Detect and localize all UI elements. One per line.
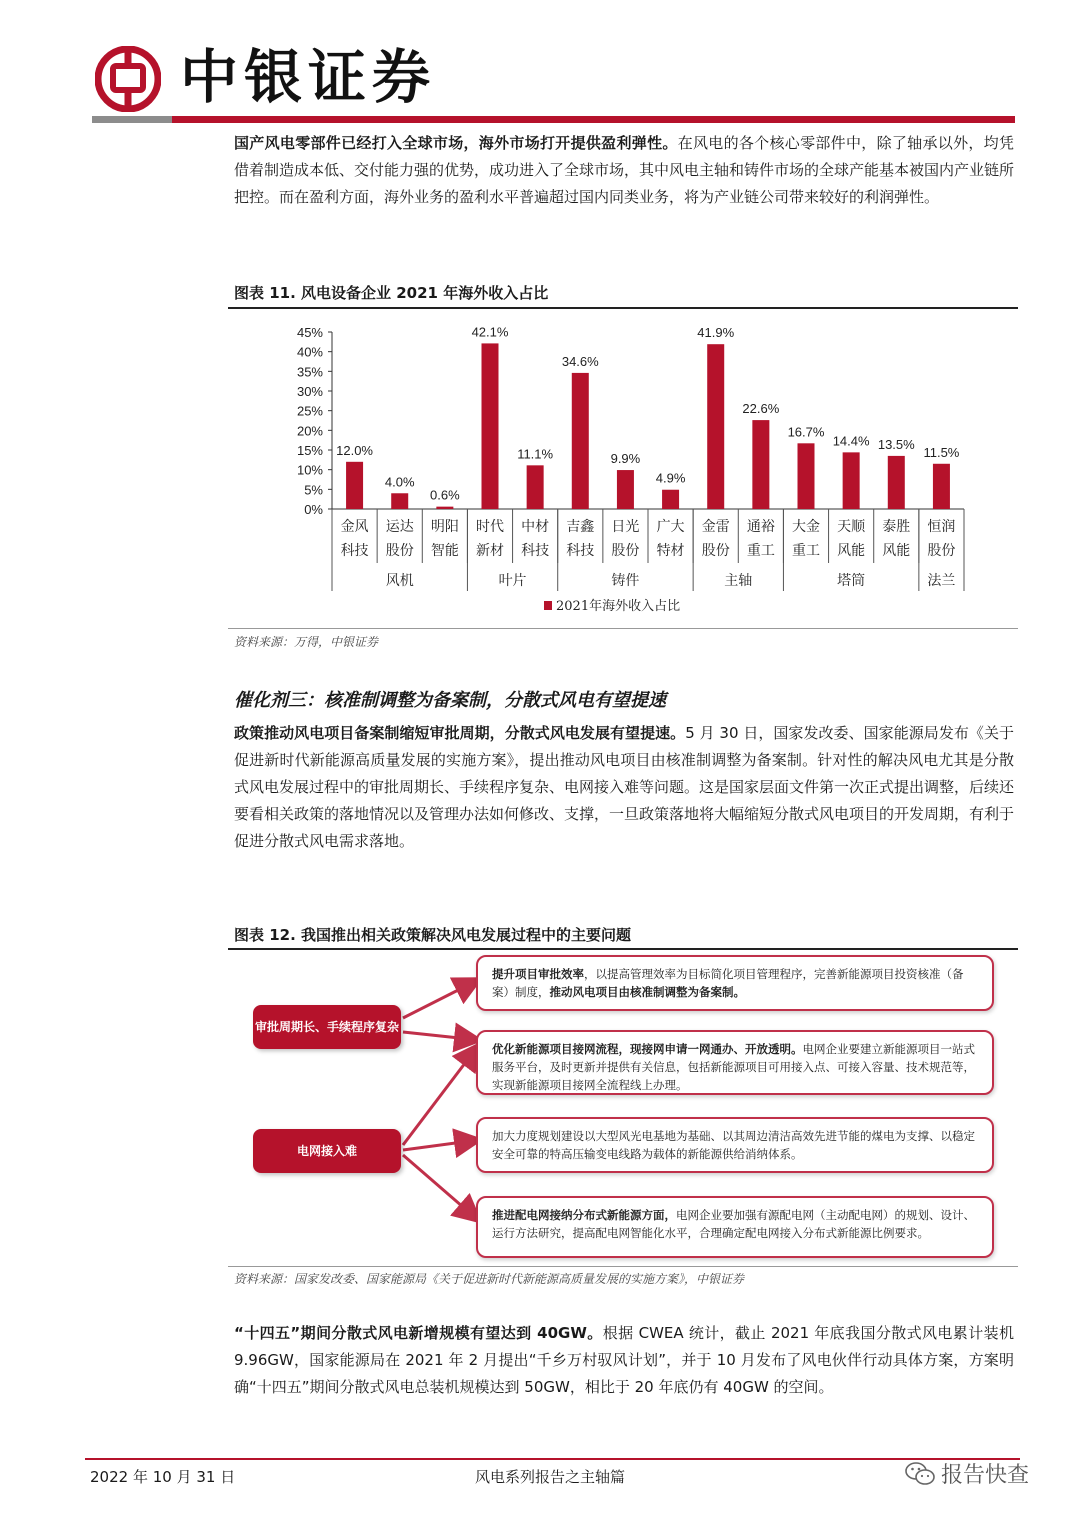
figure-11-title: 图表 11. 风电设备企业 2021 年海外收入占比 <box>234 284 549 302</box>
arrow-2 <box>403 1032 478 1040</box>
y-tick-label: 35% <box>296 364 323 380</box>
figure-11-bottom-rule <box>228 628 1018 629</box>
wechat-icon <box>905 1461 935 1487</box>
bar-value-label: 4.9% <box>655 470 686 486</box>
category-label: 风能 <box>837 543 866 559</box>
bar-5 <box>572 373 589 509</box>
footer-report-title: 风电系列报告之主轴篇 <box>475 1468 626 1486</box>
bar-9 <box>752 420 769 509</box>
bar-8 <box>707 344 724 509</box>
y-tick-label: 40% <box>296 344 323 360</box>
category-label: 股份 <box>611 543 640 559</box>
bar-7 <box>662 490 679 509</box>
cause-box-approval: 审批周期长、手续程序复杂 <box>253 1005 401 1049</box>
y-tick-label: 15% <box>296 443 323 458</box>
category-label: 重工 <box>746 543 775 559</box>
y-tick-label: 45% <box>296 325 323 340</box>
paragraph-overseas <box>234 130 1014 211</box>
brand-name: 中银证券 <box>180 43 437 111</box>
watermark <box>905 1458 1029 1489</box>
bar-2 <box>436 507 453 509</box>
category-label: 时代 <box>476 519 504 535</box>
boc-logo-icon <box>95 46 161 112</box>
group-label: 叶片 <box>498 573 527 589</box>
solution-text: 电网企业要建立新能源项目一站式服务平台，及时更新并提供有关信息，包括新能源项目可用接入点、可接入容量、技术规范等，实现新能源项目接网全流程线上办理。 <box>492 1042 975 1092</box>
bar-6 <box>617 470 634 509</box>
bar-value-label: 41.9% <box>697 325 735 341</box>
group-label: 铸件 <box>611 573 640 589</box>
group-label: 法兰 <box>927 573 956 589</box>
category-label: 大金 <box>792 519 820 535</box>
solution-text: 电网企业要加强有源配电网（主动配电网）的规划、设计、运行方法研究，提高配电网智能化水平，合理确定配电网接入分布式新能源比例要求。 <box>492 1208 975 1240</box>
bar-1 <box>391 493 408 509</box>
bar-11 <box>843 452 860 509</box>
section-heading-catalyst: 催化剂三：核准制调整为备案制，分散式风电有望提速 <box>234 690 666 711</box>
bar-0 <box>346 462 363 509</box>
bar-13 <box>933 464 950 509</box>
figure-11-top-rule <box>228 307 1018 309</box>
category-label: 日光 <box>611 519 640 535</box>
solution-text: 加大力度规划建设以大型风光电基地为基础、以其周边清洁高效先进节能的煤电为支撑、以稳定安全可靠的特高压输变电线路为载体的新能源供给消纳体系。 <box>492 1129 975 1161</box>
category-label: 天顺 <box>837 519 866 535</box>
bar-value-label: 34.6% <box>561 353 599 369</box>
category-label: 运达 <box>385 519 414 535</box>
watermark-text: 报告快查 <box>941 1463 1030 1488</box>
figure-12-bottom-rule <box>228 1266 1018 1267</box>
category-label: 股份 <box>927 543 956 559</box>
category-label: 股份 <box>385 543 414 559</box>
solution-bold: 推动风电项目由核准制调整为备案制。 <box>549 985 745 999</box>
figure-12-title: 图表 12. 我国推出相关政策解决风电发展过程中的主要问题 <box>234 926 632 944</box>
group-label: 塔筒 <box>837 573 866 589</box>
bar-value-label: 16.7% <box>787 424 825 440</box>
arrow-4 <box>403 1140 478 1150</box>
bar-value-label: 42.1% <box>471 324 509 340</box>
figure-11-source: 资料来源：万得，中银证券 <box>234 635 379 649</box>
solution-bold: 提升项目审批效率 <box>492 967 584 981</box>
y-tick-label: 0% <box>304 502 323 517</box>
solution-bold: 推进配电网接纳分布式新能源方面， <box>492 1208 676 1222</box>
bar-value-label: 4.0% <box>384 474 415 490</box>
group-label: 主轴 <box>724 573 753 589</box>
paragraph-lead: 政策推动风电项目备案制缩短审批周期，分散式风电发展有望提速。 <box>234 724 686 742</box>
category-label: 特材 <box>656 543 685 559</box>
paragraph-lead: 国产风电零部件已经打入全球市场，海外市场打开提供盈利弹性。 <box>234 134 678 152</box>
category-label: 吉鑫 <box>566 519 595 535</box>
bar-value-label: 12.0% <box>336 442 374 458</box>
category-label: 股份 <box>701 543 730 559</box>
figure-12-source: 资料来源：国家发改委、国家能源局《关于促进新时代新能源高质量发展的实施方案》，中银证券 <box>234 1272 745 1286</box>
cause-box-grid: 电网接入难 <box>253 1129 401 1173</box>
category-label: 新材 <box>476 543 504 559</box>
y-tick-label: 20% <box>296 423 323 439</box>
category-label: 恒润 <box>927 519 956 535</box>
category-label: 智能 <box>430 543 459 559</box>
arrow-5 <box>403 1155 478 1220</box>
bar-3 <box>482 343 499 509</box>
category-label: 风能 <box>882 543 911 559</box>
footer-date: 2022 年 10 月 31 日 <box>90 1468 236 1486</box>
bar-12 <box>888 456 905 509</box>
group-label: 风机 <box>385 573 414 589</box>
y-tick-label: 30% <box>296 384 323 399</box>
y-tick-label: 10% <box>296 462 323 478</box>
arrow-1 <box>403 980 478 1018</box>
bar-value-label: 0.6% <box>430 487 460 503</box>
bar-10 <box>798 443 815 509</box>
bar-value-label: 11.1% <box>517 446 554 462</box>
category-label: 泰胜 <box>882 519 911 535</box>
category-label: 科技 <box>340 543 369 559</box>
bar-4 <box>527 465 544 509</box>
paragraph-lead: “十四五”期间分散式风电新增规模有望达到 40GW。 <box>234 1324 603 1342</box>
bar-value-label: 13.5% <box>877 436 915 452</box>
paragraph-catalyst <box>234 720 1014 855</box>
paragraph-body: 5 月 30 日，国家发改委、国家能源局发布《关于促进新时代新能源高质量发展的实施方案》，提出推动风电项目由核准制调整为备案制。针对性的解决风电尤其是分散式风电发展过程中的审批周期长、手续程序复杂、电网接入难等问题。这是国家层面文件第一次正式提出调整，后续还要看相关政策的落地情况以及管理办法如何修改、支撑，一旦政策落地将大幅缩短分散式风电项目的开发周期，有利于促进分散式风电需求落地。 <box>234 724 1015 850</box>
category-label: 中材 <box>521 519 550 535</box>
solution-box-1 <box>476 955 994 1011</box>
category-label: 金雷 <box>701 519 730 535</box>
solution-text: ，以提高管理效率为目标简化项目管理程序，完善新能源项目投资核准（备案）制度， <box>492 967 964 999</box>
solution-bold: 优化新能源项目接网流程，现接网申请一网通办、开放透明。 <box>492 1042 803 1056</box>
header-rule-grey <box>92 116 172 123</box>
paragraph-body: 在风电的各个核心零部件中，除了轴承以外，均凭借着制造成本低、交付能力强的优势，成功进入了全球市场，其中风电主轴和铸件市场的全球产能基本被国内产业链所把控。而在盈利方面，海外业务的盈利水平普遍超过国内同类业务，将为产业链公司带来较好的利润弹性。 <box>234 134 1015 206</box>
overseas-revenue-chart <box>228 312 1018 630</box>
header-rule-red <box>172 116 1015 123</box>
legend-swatch <box>544 601 552 610</box>
category-label: 金风 <box>340 519 369 535</box>
category-label: 科技 <box>566 543 595 559</box>
category-label: 重工 <box>792 543 820 559</box>
y-tick-label: 25% <box>296 403 323 419</box>
legend-label: 2021年海外收入占比 <box>556 599 681 614</box>
footer-rule <box>85 1458 1020 1460</box>
arrow-3 <box>403 1046 478 1145</box>
category-label: 科技 <box>521 543 550 559</box>
paragraph-body: 根据 CWEA 统计，截止 2021 年底我国分散式风电累计装机 9.96GW，国家能源局在 2021 年 2 月提出“千乡万村驭风计划”，并于 10 月发布了风电伙伴行动具体方案，方案明确“十四五”期间分散式风电总装机规模达到 50GW，相比于 20 年底仍有 40GW 的空间。 <box>234 1324 1014 1396</box>
category-label: 通裕 <box>746 519 775 535</box>
bar-value-label: 9.9% <box>610 451 641 467</box>
category-label: 明阳 <box>430 519 459 535</box>
solution-box-2 <box>476 1030 994 1095</box>
y-tick-label: 5% <box>304 482 323 498</box>
solution-box-3 <box>476 1117 994 1173</box>
paragraph-distributed-wind <box>234 1320 1014 1401</box>
bar-value-label: 11.5% <box>923 444 960 460</box>
solution-box-4 <box>476 1196 994 1258</box>
bar-value-label: 22.6% <box>742 401 780 417</box>
bar-value-label: 14.4% <box>832 433 870 449</box>
category-label: 广大 <box>656 519 685 535</box>
